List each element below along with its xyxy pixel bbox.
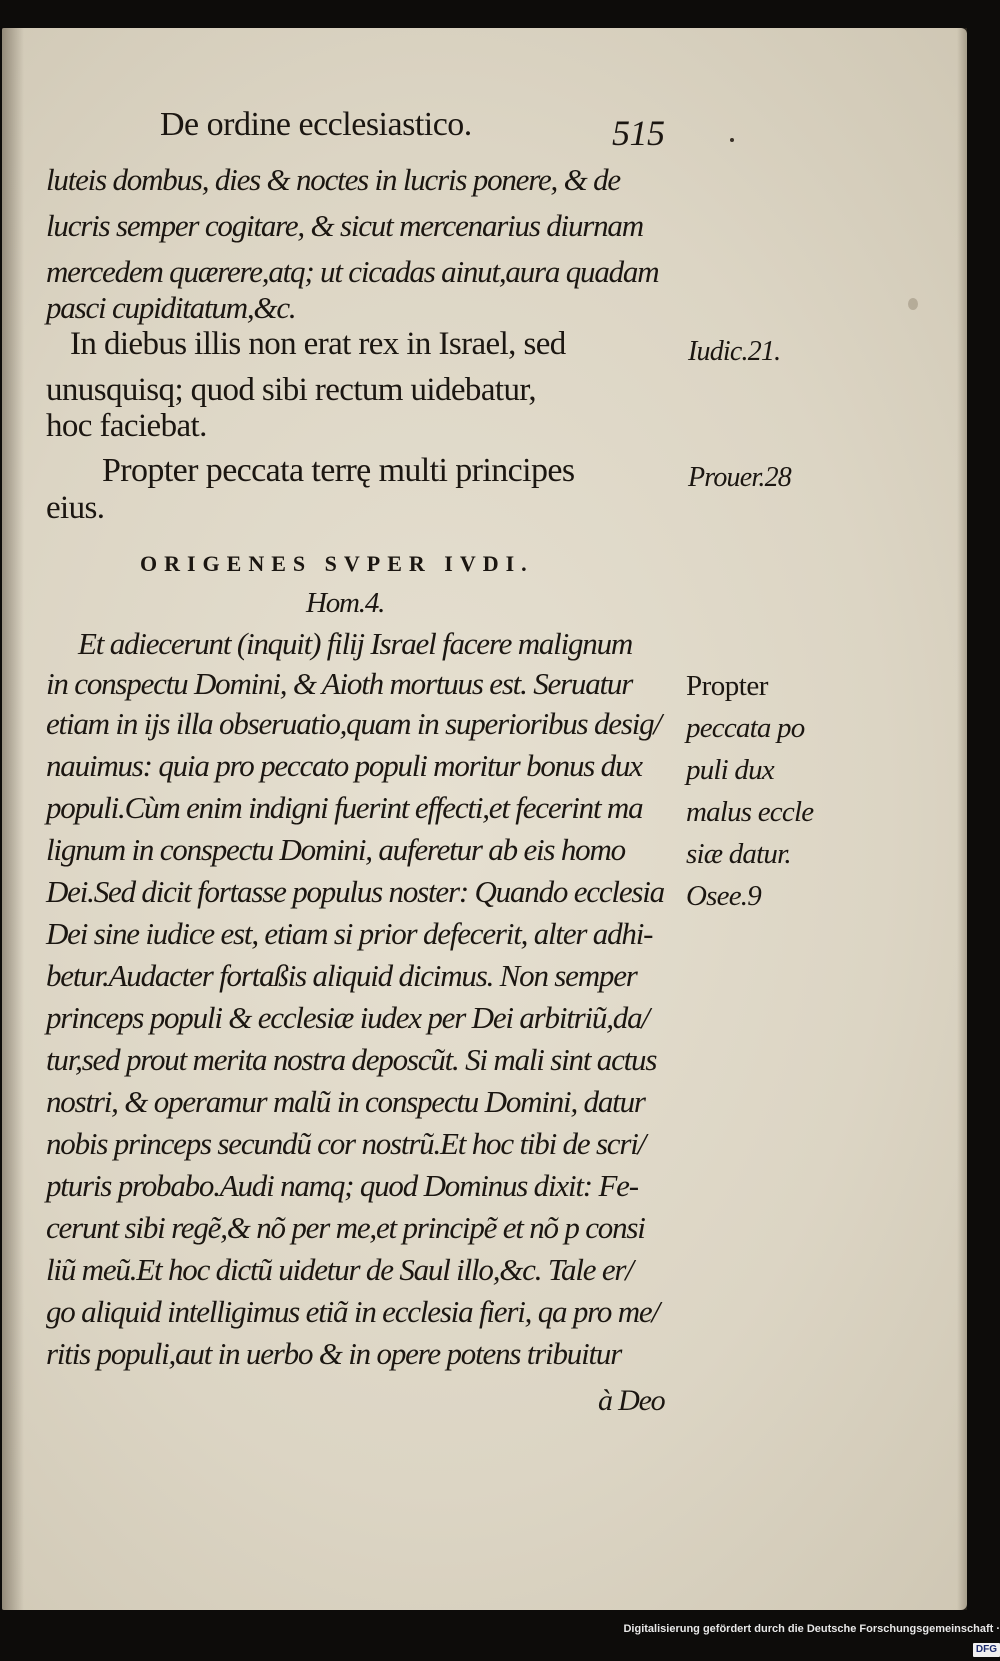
running-title: De ordine ecclesiastico. (160, 106, 472, 143)
text-line: etiam in ijs illa obseruatio,quam in superioribus desig/ (46, 706, 661, 741)
credit-text: Digitalisierung gefördert durch die Deutsche Forschungsgemeinschaft · (623, 1623, 1000, 1635)
text-line: In diebus illis non erat rex in Israel, sed (70, 326, 566, 362)
section-heading: ORIGENES SVPER IVDI. (140, 551, 534, 576)
text-line: luteis dombus, dies & noctes in lucris ponere, & de (46, 162, 620, 197)
margin-note: Iudic.21. (688, 336, 781, 367)
catchword: à Deo (598, 1384, 665, 1417)
text-line: mercedem quærere,atq; ut cicadas ainut,aura quadam (46, 254, 659, 289)
text-line: lignum in conspectu Domini, auferetur ab eis homo (46, 832, 625, 867)
text-line: liũ meũ.Et hoc dictũ uidetur de Saul illo,&c. Tale er/ (46, 1252, 633, 1287)
gutter-shadow (2, 28, 24, 1610)
paper-stain (908, 298, 918, 310)
margin-note: puli dux (686, 754, 774, 786)
text-line: eius. (46, 490, 105, 526)
dfg-logo: DFG (973, 1643, 1000, 1657)
text-line: princeps populi & ecclesiæ iudex per Dei arbitriũ,da/ (46, 1000, 649, 1035)
text-line: nostri, & operamur malũ in conspectu Domini, datur (46, 1084, 645, 1119)
digitization-credit (600, 1619, 1000, 1656)
margin-note: Osee.9 (686, 880, 761, 912)
ink-speck (730, 138, 734, 142)
text-line: pturis probabo.Audi namq; quod Dominus dixit: Fe- (46, 1168, 638, 1203)
text-line: populi.Cùm enim indigni fuerint effecti,et fecerint ma (46, 790, 643, 825)
text-line: pasci cupiditatum,&c. (46, 290, 296, 325)
text-line: Et adiecerunt (inquit) filij Israel facere malignum (78, 626, 633, 661)
margin-note: Propter (686, 670, 768, 702)
margin-note: Prouer.28 (688, 462, 791, 493)
text-line: unusquisq; quod sibi rectum uidebatur, (46, 372, 537, 408)
text-line: betur.Audacter fortaßis aliquid dicimus. Non semper (46, 958, 637, 993)
text-line: Propter peccata terrę multi principes (102, 452, 575, 489)
text-line: cerunt sibi regẽ,& nõ per me,et principẽ et nõ p consi (46, 1210, 645, 1245)
text-line: in conspectu Domini, & Aioth mortuus est. Seruatur (46, 666, 633, 701)
page-number: 515 (612, 113, 665, 153)
margin-note: peccata po (686, 712, 805, 744)
text-line: Dei.Sed dicit fortasse populus noster: Quando ecclesia (46, 874, 664, 909)
text-line: lucris semper cogitare, & sicut mercenarius diurnam (46, 208, 643, 243)
text-line: tur,sed prout merita nostra deposcũt. Si mali sint actus (46, 1042, 657, 1077)
margin-note: siæ datur. (686, 838, 791, 870)
text-line: nauimus: quia pro peccato populi moritur bonus dux (46, 748, 642, 783)
text-line: ritis populi,aut in uerbo & in opere potens tribuitur (46, 1336, 622, 1371)
text-line: hoc faciebat. (46, 408, 207, 444)
text-line: nobis princeps secundũ cor nostrũ.Et hoc tibi de scri/ (46, 1126, 646, 1161)
margin-note: malus eccle (686, 796, 814, 828)
text-line: go aliquid intelligimus etiã in ecclesia fieri, qa pro me/ (46, 1294, 659, 1329)
text-line: Dei sine iudice est, etiam si prior defecerit, alter adhi- (46, 916, 653, 951)
page-edge-shadow (957, 28, 967, 1610)
homily-label: Hom.4. (306, 587, 385, 619)
